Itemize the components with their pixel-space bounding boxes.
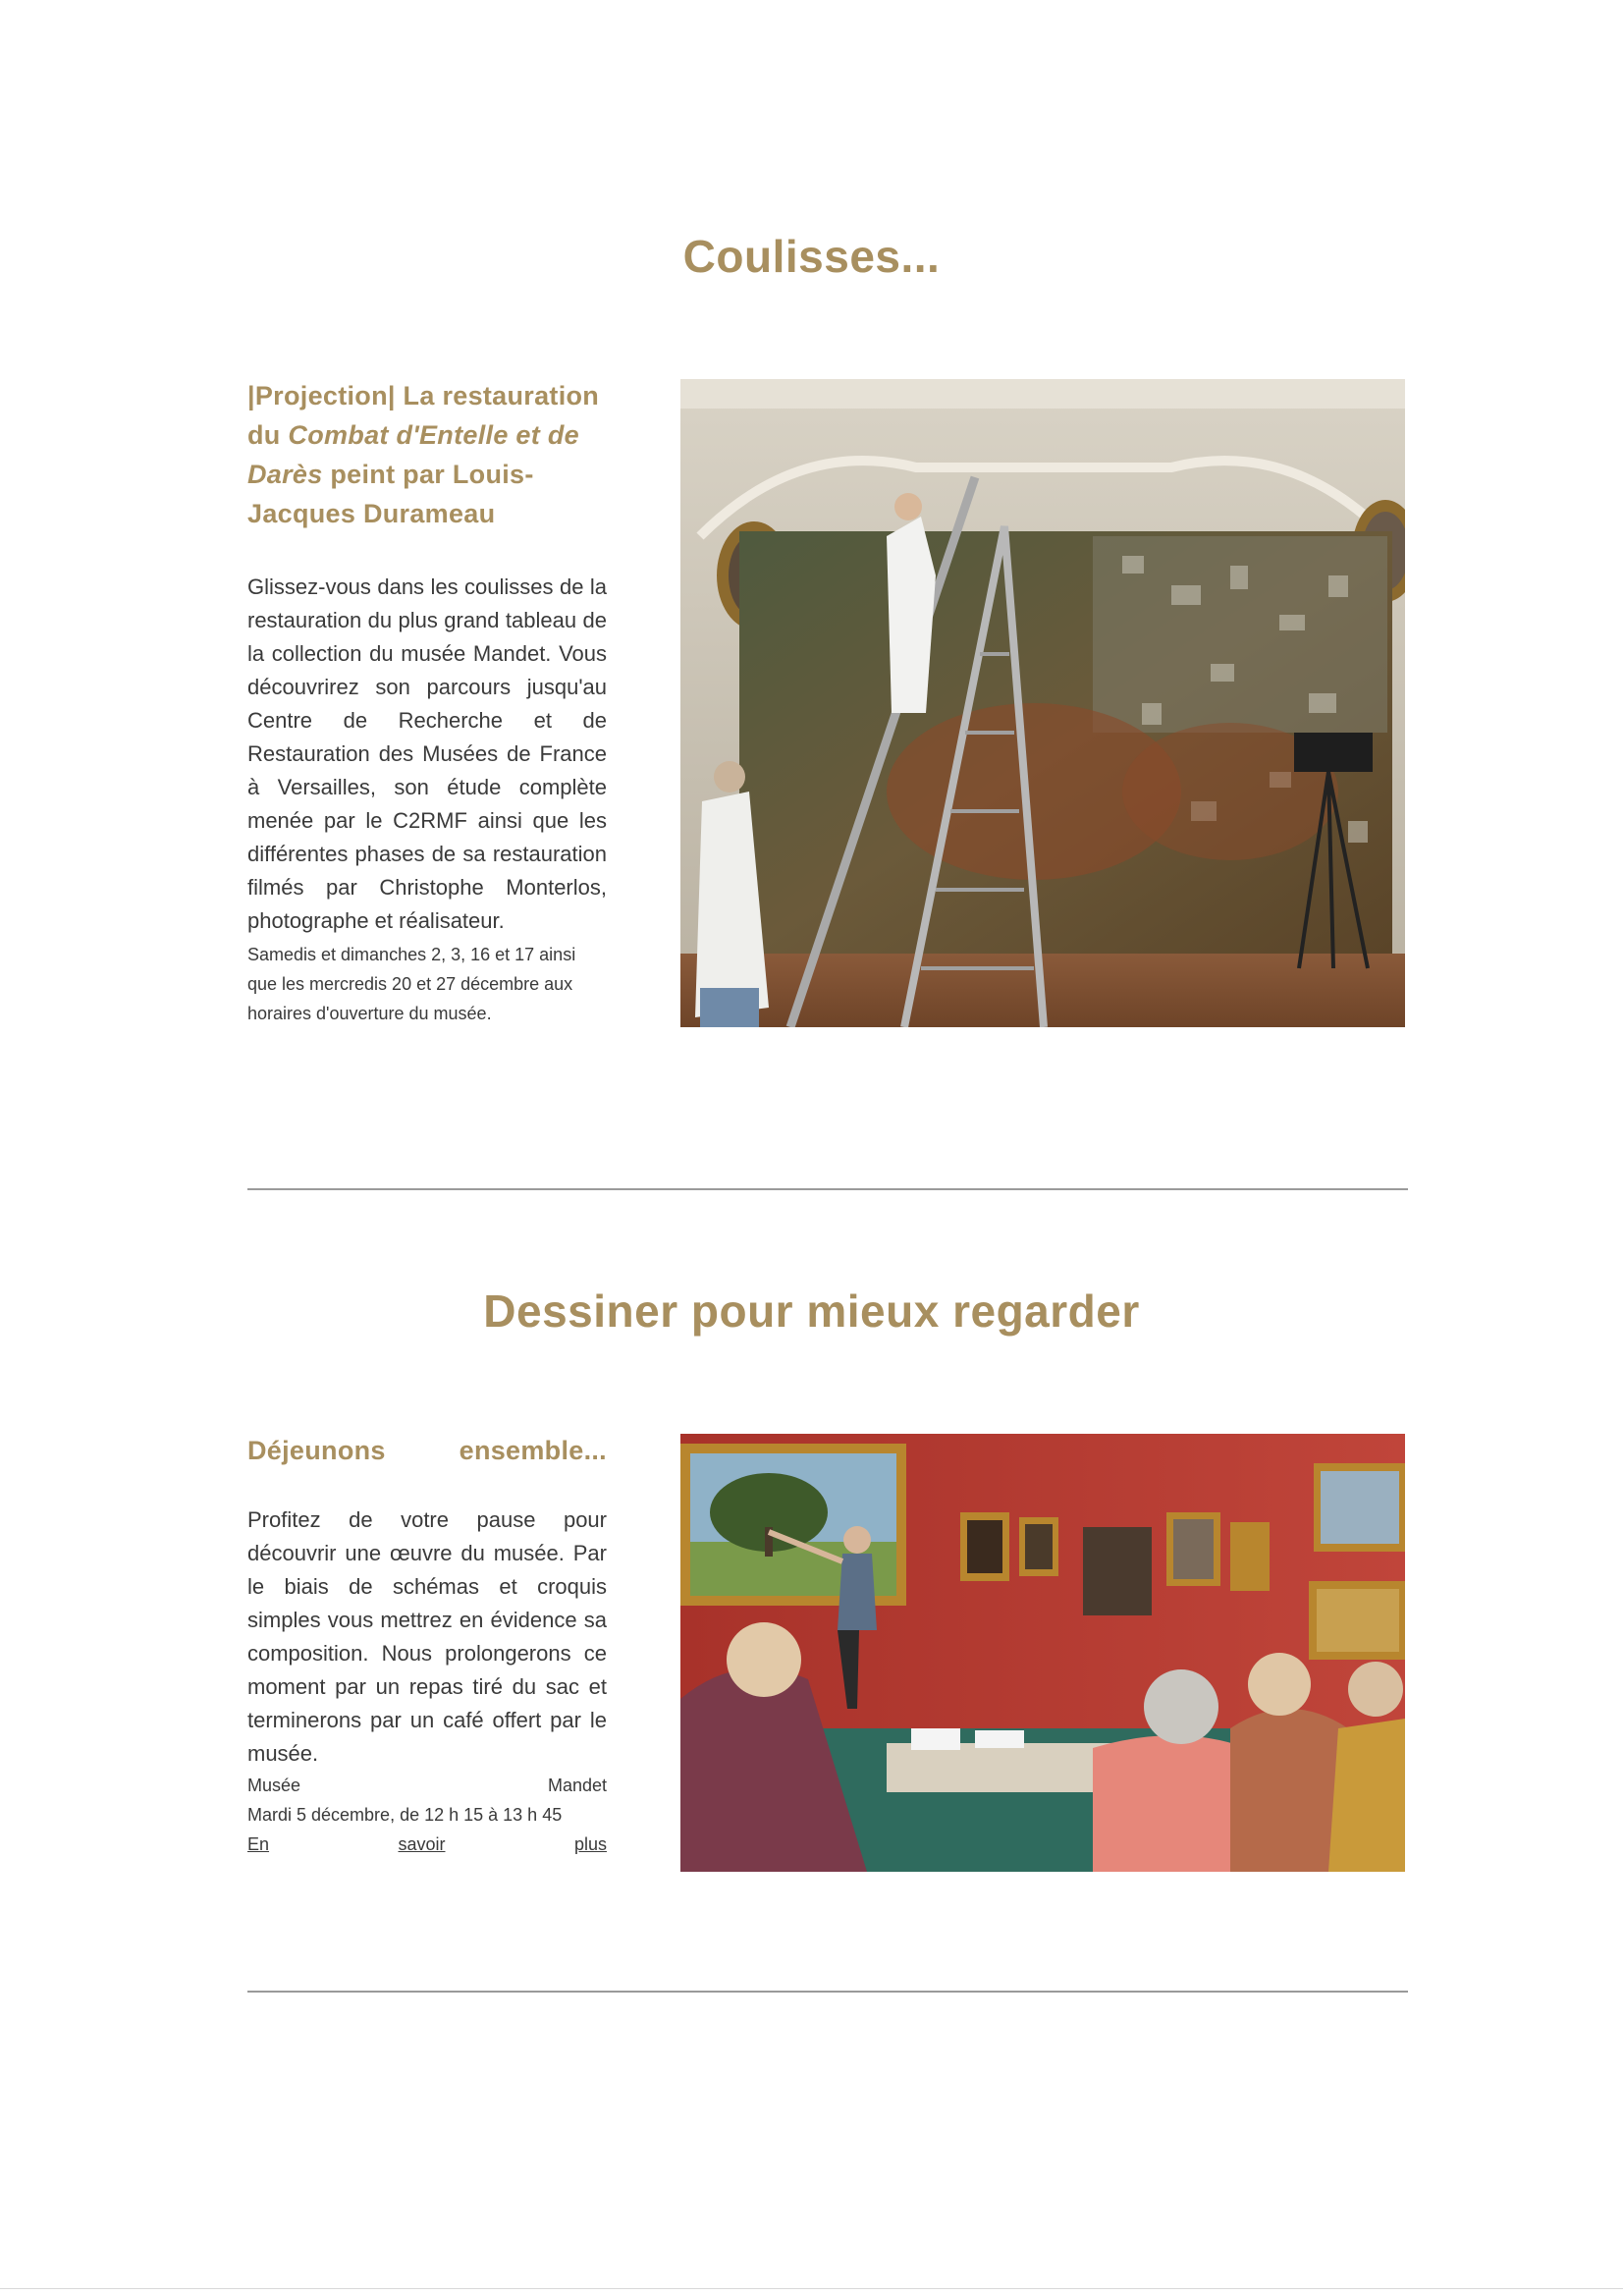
place-word-mandet: Mandet [547,1776,607,1795]
section-title-dessiner: Dessiner pour mieux regarder [483,1285,1140,1337]
projection-subheading [247,376,607,533]
workshop-description: Profitez de votre pause pour découvrir une œuvre du musée. Par le biais de schémas et croquis simples vous mettrez en évidence sa composition. Nous prolongerons ce moment par un repas tiré du sac et terminerons par un café offert par le musée. [247,1507,607,1766]
page-scan-edge [0,2288,1623,2289]
section-divider-1 [247,1188,1408,1190]
restoration-photo-icon [680,379,1405,1027]
link-word-plus[interactable]: plus [573,1834,607,1854]
projection-text-column [247,376,607,1028]
place-word-musee: Musée [247,1776,301,1795]
projection-schedule: Samedis et dimanches 2, 3, 16 et 17 ainsi que les mercredis 20 et 27 décembre aux horaires d'ouverture du musée. [247,945,576,1023]
subhead-word-dejeunons: Déjeunons [247,1436,386,1465]
workshop-photo-icon [680,1434,1405,1872]
workshop-text-column [247,1431,607,1859]
workshop-date: Mardi 5 décembre, de 12 h 15 à 13 h 45 [247,1805,563,1825]
painting-title: Combat d'Entelle et de Darès [247,420,579,489]
section-divider-2 [247,1991,1408,1993]
workshop-place [247,1771,607,1800]
restoration-photo [680,379,1405,1027]
section-title-coulisses: Coulisses... [682,231,941,282]
workshop-subheading [247,1431,607,1470]
subhead-part2: peint par Louis-Jacques Durameau [247,460,534,528]
subhead-word-ensemble: ensemble... [459,1436,607,1465]
link-word-savoir[interactable]: savoir [398,1834,446,1854]
workshop-photo [680,1434,1405,1872]
subhead-part1: |Projection| La restauration du [247,381,600,450]
link-word-en[interactable]: En [247,1834,270,1854]
learn-more-link[interactable] [247,1830,607,1859]
projection-description: Glissez-vous dans les coulisses de la restauration du plus grand tableau de la collection du musée Mandet. Vous découvrirez son parcours jusqu'au Centre de Recherche et de Restauration des Musées de France à Versailles, son étude complète menée par le C2RMF ainsi que les différentes phases de sa restauration filmés par Christophe Monterlos, photographe et réalisateur. [247,574,607,933]
